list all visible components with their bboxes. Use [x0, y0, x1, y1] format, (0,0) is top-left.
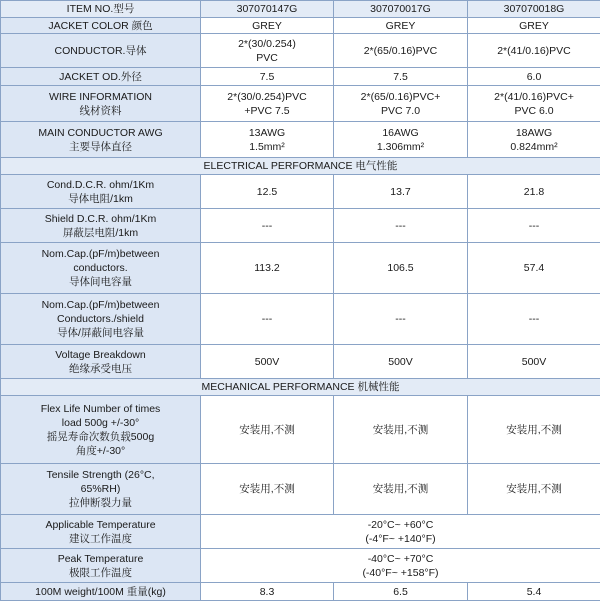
- cell-text-line: 57.4: [470, 261, 598, 275]
- value-cell: [201, 583, 334, 601]
- cell-text-line: ---: [203, 312, 331, 326]
- cell-text-line: 500V: [203, 355, 331, 369]
- row-label: [1, 583, 201, 601]
- table-row: [1, 294, 600, 345]
- cell-text-line: 18AWG: [470, 126, 598, 140]
- value-cell: [201, 18, 334, 34]
- cell-text-line: 安装用,不测: [203, 423, 331, 437]
- section-title: ELECTRICAL PERFORMANCE 电气性能: [1, 158, 600, 175]
- cell-text-line: 2*(30/0.254)PVC: [203, 90, 331, 104]
- cell-text-line: -20°C~ +60°C: [203, 518, 598, 532]
- cell-text-line: 屏蔽层电阻/1km: [3, 226, 198, 240]
- value-cell: [468, 209, 600, 243]
- cell-text-line: 7.5: [203, 70, 331, 84]
- merged-value-cell: [201, 549, 600, 583]
- value-cell: [201, 68, 334, 86]
- cell-text-line: ---: [203, 219, 331, 233]
- cell-text-line: 8.3: [203, 585, 331, 599]
- cell-text-line: 安装用,不测: [336, 482, 465, 496]
- value-cell: [201, 464, 334, 515]
- table-row: [1, 68, 600, 86]
- value-cell: [201, 243, 334, 294]
- cell-text-line: 2*(30/0.254): [203, 37, 331, 51]
- merged-value-cell: [201, 515, 600, 549]
- cell-text-line: 拉伸断裂力量: [3, 496, 198, 510]
- cell-text-line: Nom.Cap.(pF/m)between: [3, 247, 198, 261]
- value-cell: [468, 18, 600, 34]
- row-label: [1, 209, 201, 243]
- row-label: [1, 515, 201, 549]
- value-cell: [468, 294, 600, 345]
- cell-text-line: PVC 7.0: [336, 104, 465, 118]
- cell-text-line: +PVC 7.5: [203, 104, 331, 118]
- row-label: [1, 122, 201, 158]
- cell-text-line: conductors.: [3, 261, 198, 275]
- table-row: [1, 515, 600, 549]
- cell-text-line: 6.0: [470, 70, 598, 84]
- cell-text-line: GREY: [470, 19, 598, 33]
- value-cell: [334, 396, 468, 464]
- cell-text-line: -40°C~ +70°C: [203, 552, 598, 566]
- cell-text-line: 113.2: [203, 261, 331, 275]
- cell-text-line: 106.5: [336, 261, 465, 275]
- cell-text-line: 13.7: [336, 185, 465, 199]
- cell-text-line: 导体间电容量: [3, 275, 198, 289]
- table-row: [1, 583, 600, 601]
- cell-text-line: Nom.Cap.(pF/m)between: [3, 298, 198, 312]
- cell-text-line: 21.8: [470, 185, 598, 199]
- cell-text-line: 2*(65/0.16)PVC: [336, 44, 465, 58]
- cell-text-line: 12.5: [203, 185, 331, 199]
- row-label: [1, 34, 201, 68]
- row-label: [1, 175, 201, 209]
- cell-text-line: ---: [336, 219, 465, 233]
- section-row: [1, 379, 600, 396]
- cell-text-line: 摇晃寿命次数负载500g: [3, 430, 198, 444]
- cell-text-line: MAIN CONDUCTOR AWG: [3, 126, 198, 140]
- value-cell: [334, 464, 468, 515]
- cell-text-line: 建议工作温度: [3, 532, 198, 546]
- cell-text-line: Cond.D.C.R. ohm/1Km: [3, 178, 198, 192]
- cell-text-line: 导体电阻/1km: [3, 192, 198, 206]
- value-cell: [334, 68, 468, 86]
- value-cell: [334, 86, 468, 122]
- cell-text-line: 2*(65/0.16)PVC+: [336, 90, 465, 104]
- cell-text-line: ---: [470, 312, 598, 326]
- cell-text-line: 500V: [336, 355, 465, 369]
- value-cell: [201, 122, 334, 158]
- table-row: [1, 175, 600, 209]
- cell-text-line: PVC: [203, 51, 331, 65]
- value-cell: [201, 345, 334, 379]
- value-cell: [468, 34, 600, 68]
- row-label: [1, 18, 201, 34]
- cell-text-line: 安装用,不测: [470, 482, 598, 496]
- value-cell: [468, 464, 600, 515]
- cell-text-line: 安装用,不测: [203, 482, 331, 496]
- cell-text-line: 角度+/-30°: [3, 444, 198, 458]
- table-row: [1, 86, 600, 122]
- row-label: [1, 294, 201, 345]
- section-title: MECHANICAL PERFORMANCE 机械性能: [1, 379, 600, 396]
- value-cell: [334, 243, 468, 294]
- cell-text-line: GREY: [336, 19, 465, 33]
- cell-text-line: Conductors./shield: [3, 312, 198, 326]
- cell-text-line: 绝缘承受电压: [3, 362, 198, 376]
- header-cell-model-3: 307070018G: [468, 1, 600, 18]
- cell-text-line: 16AWG: [336, 126, 465, 140]
- row-label: [1, 549, 201, 583]
- value-cell: [334, 345, 468, 379]
- cell-text-line: CONDUCTOR.导体: [3, 44, 198, 58]
- cell-text-line: 1.306mm²: [336, 140, 465, 154]
- table-row: [1, 209, 600, 243]
- cell-text-line: 7.5: [336, 70, 465, 84]
- cell-text-line: 1.5mm²: [203, 140, 331, 154]
- cell-text-line: Applicable Temperature: [3, 518, 198, 532]
- cell-text-line: 2*(41/0.16)PVC+: [470, 90, 598, 104]
- row-label: [1, 68, 201, 86]
- cell-text-line: 安装用,不测: [470, 423, 598, 437]
- table-row: [1, 122, 600, 158]
- cell-text-line: JACKET COLOR 颜色: [3, 19, 198, 33]
- cell-text-line: (-4°F~ +140°F): [203, 532, 598, 546]
- header-cell-model-1: 307070147G: [201, 1, 334, 18]
- table-row: [1, 464, 600, 515]
- cell-text-line: 500V: [470, 355, 598, 369]
- cell-text-line: JACKET OD.外径: [3, 70, 198, 84]
- cell-text-line: 极限工作温度: [3, 566, 198, 580]
- value-cell: [334, 122, 468, 158]
- value-cell: [468, 243, 600, 294]
- cell-text-line: WIRE INFORMATION: [3, 90, 198, 104]
- table-row: [1, 345, 600, 379]
- value-cell: [201, 86, 334, 122]
- cell-text-line: 6.5: [336, 585, 465, 599]
- cell-text-line: GREY: [203, 19, 331, 33]
- value-cell: [468, 122, 600, 158]
- value-cell: [334, 294, 468, 345]
- cell-text-line: ---: [470, 219, 598, 233]
- header-row: [1, 1, 600, 18]
- table-row: [1, 549, 600, 583]
- cell-text-line: Shield D.C.R. ohm/1Km: [3, 212, 198, 226]
- row-label: [1, 345, 201, 379]
- cell-text-line: Tensile Strength (26°C,: [3, 468, 198, 482]
- cell-text-line: 导体/屏蔽间电容量: [3, 326, 198, 340]
- row-label: [1, 396, 201, 464]
- table-row: [1, 396, 600, 464]
- header-cell-item-no: ITEM NO.型号: [1, 1, 201, 18]
- value-cell: [468, 396, 600, 464]
- value-cell: [334, 175, 468, 209]
- value-cell: [468, 68, 600, 86]
- value-cell: [468, 345, 600, 379]
- cell-text-line: Voltage Breakdown: [3, 348, 198, 362]
- value-cell: [468, 175, 600, 209]
- section-row: [1, 158, 600, 175]
- value-cell: [468, 583, 600, 601]
- value-cell: [201, 396, 334, 464]
- header-cell-model-2: 307070017G: [334, 1, 468, 18]
- cell-text-line: PVC 6.0: [470, 104, 598, 118]
- value-cell: [201, 34, 334, 68]
- cell-text-line: 65%RH): [3, 482, 198, 496]
- value-cell: [468, 86, 600, 122]
- value-cell: [334, 583, 468, 601]
- cell-text-line: Flex Life Number of times: [3, 402, 198, 416]
- cell-text-line: 13AWG: [203, 126, 331, 140]
- cell-text-line: Peak Temperature: [3, 552, 198, 566]
- table-row: [1, 18, 600, 34]
- cell-text-line: 2*(41/0.16)PVC: [470, 44, 598, 58]
- row-label: [1, 86, 201, 122]
- cell-text-line: 5.4: [470, 585, 598, 599]
- table-row: [1, 34, 600, 68]
- cell-text-line: 主要导体直径: [3, 140, 198, 154]
- value-cell: [201, 175, 334, 209]
- row-label: [1, 464, 201, 515]
- cell-text-line: load 500g +/-30°: [3, 416, 198, 430]
- value-cell: [334, 34, 468, 68]
- cell-text-line: 安装用,不测: [336, 423, 465, 437]
- cell-text-line: 线材资料: [3, 104, 198, 118]
- value-cell: [334, 18, 468, 34]
- value-cell: [201, 209, 334, 243]
- table-row: [1, 243, 600, 294]
- cell-text-line: ---: [336, 312, 465, 326]
- cell-text-line: 0.824mm²: [470, 140, 598, 154]
- value-cell: [201, 294, 334, 345]
- value-cell: [334, 209, 468, 243]
- row-label: [1, 243, 201, 294]
- cell-text-line: 100M weight/100M 重量(kg): [3, 585, 198, 599]
- cell-text-line: (-40°F~ +158°F): [203, 566, 598, 580]
